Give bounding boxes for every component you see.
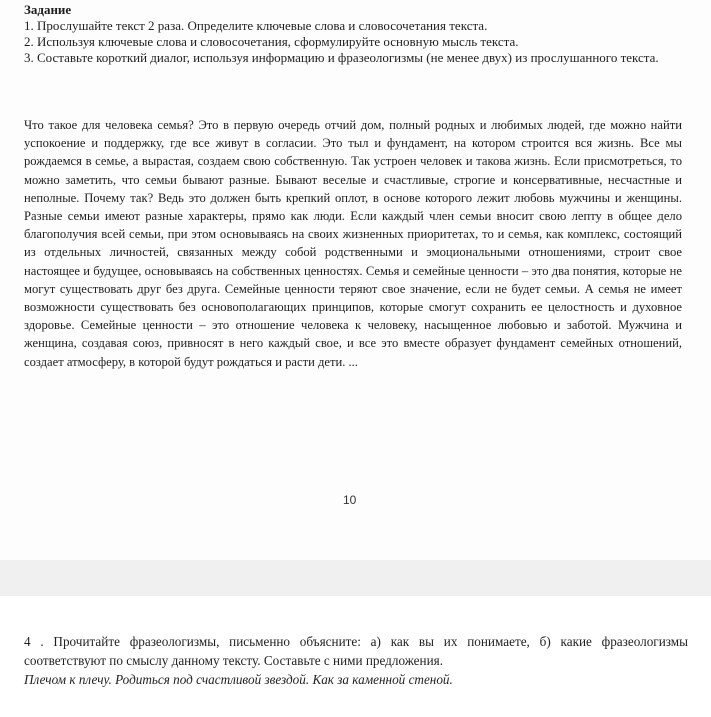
task4-block (24, 632, 688, 689)
assignment-item-2: 2. Используя ключевые слова и словосочетания, сформулируйте основную мысль текста. (24, 34, 519, 49)
assignment-block (24, 2, 684, 66)
assignment-item-3: 3. Составьте короткий диалог, используя информацию и фразеологизмы (не менее двух) из прослушанного текста. (24, 50, 659, 65)
assignment-item-1: 1. Прослушайте текст 2 раза. Определите ключевые слова и словосочетания текста. (24, 18, 488, 33)
page-number: 10 (343, 493, 357, 507)
page-gap (0, 560, 711, 596)
task4-phrases: Плечом к плечу. Родиться под счастливой звездой. Как за каменной стеной. (24, 672, 453, 687)
family-text: Что такое для человека семья? Это в первую очередь отчий дом, полный родных и любимых людей, где можно найти успокоение и поддержку, где все живут в согласии. Это тыл и фундамент, на котором строится вся жизнь. Все мы рождаемся в семье, а вырастая, создаем свою собственную. Так устроен человек и такова жизнь. Если присмотреться, то можно заметить, что семьи бывают разные. Бывают веселые и счастливые, строгие и консервативные, несчастные и неполные. Почему так? Ведь это должен быть крепкий оплот, в основе которого лежит любовь мужчины и женщины. Разные семьи имеют разные характеры, прямо как люди. Если каждый член семьи вносит свою лепту в общее дело благополучия всей семьи, при этом основываясь на своих жизненных приоритетах, то и семья, как комплекс, состоящий из отдельных личностей, связанных между собой родственными и эмоциональными отношениями, строит свое настоящее и будущее, основываясь на собственных ценностях. Семья и семейные ценности – это два понятия, которые не могут существовать друг без друга. Семейные ценности теряют свое значение, если не будет семьи. А семья не имеет возможности существовать без основополагающих принципов, которые смогут сохранить ее целостность и духовное здоровье. Семейные ценности – это отношение человека к человеку, насыщенное любовью и заботой. Мужчина и женщина, создавая союз, привносят в него каждый свое, и все это вместе образует фундамент семейных отношений, создает атмосферу, в которой будут рождаться и расти дети. ... (24, 118, 682, 369)
task4-instruction: 4 . Прочитайте фразеологизмы, письменно объясните: а) как вы их понимаете, б) какие фразеологизмы соответствуют по смыслу данному тексту. Составьте с ними предложения. (24, 634, 688, 668)
assignment-heading: Задание (24, 2, 72, 17)
